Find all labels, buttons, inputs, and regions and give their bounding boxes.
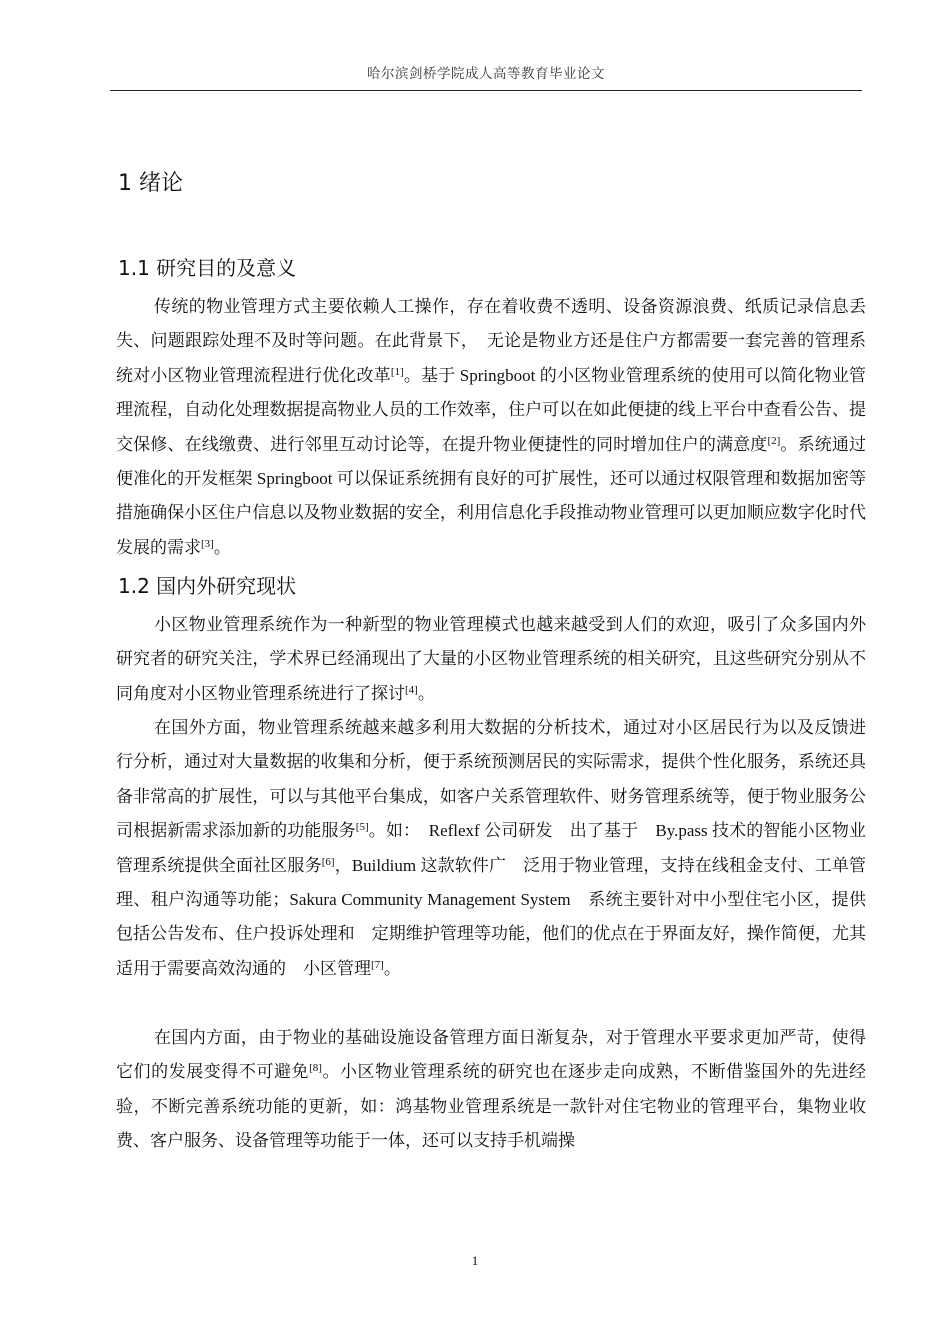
section-heading: 1.1 研究目的及意义	[118, 256, 297, 280]
citation: [1]	[390, 365, 404, 378]
text-run: 传统的物业管理方式主要依赖人工操作，存在着收费不透明、设备资源浪费、纸质记录信息丢失、问题跟踪处理不及时等问题。在此背景下， 无论是物业方还是住户方都需要一套完善的管理系统对小区物业管理流程进行优化改革	[116, 297, 866, 385]
text-run: 。小区物业管理系统的研究也在逐步走向成熟，不断借鉴国外的先进经验，不断完善系统功能的更新，如：鸿基物业管理系统是一款针对住宅物业的管理平台，集物业收费、客户服务、设备管理等功能于一体，还可以支持手机端操	[116, 1062, 867, 1151]
text-run: 在国内方面，由于物业的基础设施设备管理方面日渐复杂，对于管理水平要求更加严苛，使得它们的发展变得不可避免	[116, 1028, 866, 1082]
paragraph	[116, 1021, 866, 1159]
chapter-title: 1 绪论	[118, 171, 183, 196]
text-run: ，Buildium 这款软件广 泛用于物业管理，支持在线租金支付、工单管理、租户沟通等功能；Sakura Community Management System 系统主要针对中小型住宅小区，提供包括公告发布、住户投诉处理和 定期维护管理等功能，他们的优点在于界面友好，操作简便，尤其适用于需要高效沟通的 小区管理	[116, 855, 867, 978]
text-run: 。	[417, 683, 435, 703]
text-run: 。系统通过便准化的开发框架 Springboot 可以保证系统拥有良好的可扩展性，还可以通过权限管理和数据加密等措施确保小区住户信息以及物业数据的安全，利用信息化手段推动物业管理可以更加顺应数字化时代发展的需求	[116, 434, 866, 557]
text-run: 在国外方面，物业管理系统越来越多利用大数据的分析技术，通过对小区居民行为以及反馈进行分析，通过对大量数据的收集和分析，便于系统预测居民的实际需求，提供个性化服务，系统还具备非常高的扩展性，可以与其他平台集成，如客户关系管理软件、财务管理系统等，便于物业服务公司根据新需求添加新的功能服务	[116, 718, 866, 841]
paragraph	[116, 290, 866, 565]
text-run: 小区物业管理系统作为一种新型的物业管理模式也越来越受到人们的欢迎，吸引了众多国内外研究者的研究关注，学术界已经涌现出了大量的小区物业管理系统的相关研究，且这些研究分别从不同角度对小区物业管理系统进行了探讨	[116, 615, 866, 703]
text-run: 。	[213, 537, 231, 557]
section-heading: 1.2 国内外研究现状	[118, 574, 297, 598]
page-header: 哈尔滨剑桥学院成人高等教育毕业论文	[110, 62, 862, 91]
paragraph	[116, 608, 866, 711]
citation: [7]	[371, 958, 384, 971]
citation: [3]	[201, 537, 214, 550]
paragraph	[116, 711, 866, 986]
text-run: 。	[383, 958, 401, 978]
citation: [8]	[309, 1062, 322, 1075]
text-run: 。如： Reflexf 公司研发 出了基于 By.pass 技术的智能小区物业管理系统提供全面社区服务	[116, 821, 867, 875]
citation: [5]	[355, 821, 369, 834]
text-run: 。基于 Springboot 的小区物业管理系统的使用可以简化物业管理流程，自动化处理数据提高物业人员的工作效率，住户可以在如此便捷的线上平台中查看公告、提交保修、在线缴费、进行邻里互动讨论等，在提升物业便捷性的同时增加住户的满意度	[116, 365, 866, 454]
citation: [6]	[321, 855, 335, 868]
page-number: 1	[471, 1253, 479, 1268]
citation: [4]	[405, 683, 418, 696]
citation: [2]	[767, 434, 781, 447]
